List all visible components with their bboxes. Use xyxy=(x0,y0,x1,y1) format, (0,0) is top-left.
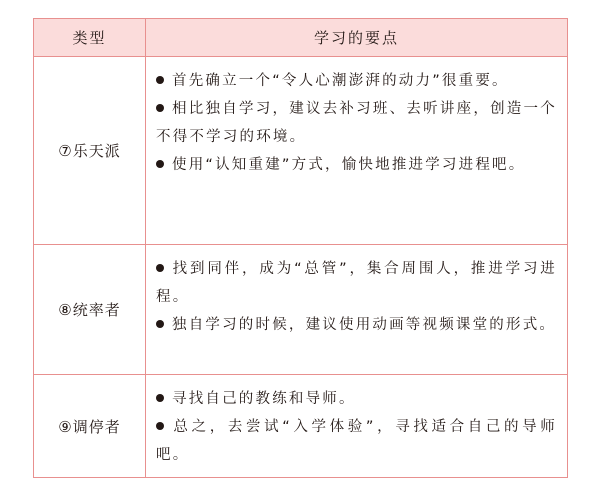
type-cell-commander: ⑧统率者 xyxy=(34,245,146,375)
bullet-icon xyxy=(156,264,164,272)
point-text: 寻找自己的教练和导师。 xyxy=(172,391,356,407)
bullet-icon xyxy=(156,160,164,168)
points-cell-commander xyxy=(146,245,567,375)
learning-type-table xyxy=(33,18,568,478)
type-cell-mediator: ⑨调停者 xyxy=(34,375,146,477)
list-item xyxy=(156,413,557,469)
point-text: 使用“认知重建”方式，愉快地推进学习进程吧。 xyxy=(172,157,526,173)
list-item xyxy=(156,311,557,339)
type-cell-optimist: ⑦乐天派 xyxy=(34,57,146,245)
points-cell-optimist xyxy=(146,57,567,245)
bullet-icon xyxy=(156,320,164,328)
bullet-icon xyxy=(156,76,164,84)
header-type: 类型 xyxy=(34,19,146,57)
list-item xyxy=(156,255,557,311)
point-text: 总之，去尝试“入学体验”，寻找适合自己的导师吧。 xyxy=(156,419,557,463)
point-text: 独自学习的时候，建议使用动画等视频课堂的形式。 xyxy=(172,317,557,333)
points-cell-mediator xyxy=(146,375,567,477)
list-item xyxy=(156,95,557,151)
list-item xyxy=(156,151,557,179)
point-text: 相比独自学习，建议去补习班、去听讲座，创造一个不得不学习的环境。 xyxy=(156,101,557,145)
list-item xyxy=(156,385,557,413)
list-item xyxy=(156,67,557,95)
header-learning-points: 学习的要点 xyxy=(146,19,567,57)
bullet-icon xyxy=(156,104,164,112)
point-text: 首先确立一个“令人心潮澎湃的动力”很重要。 xyxy=(172,73,509,89)
point-text: 找到同伴，成为“总管”，集合周围人，推进学习进程。 xyxy=(156,261,557,305)
bullet-icon xyxy=(156,394,164,402)
bullet-icon xyxy=(156,422,164,430)
